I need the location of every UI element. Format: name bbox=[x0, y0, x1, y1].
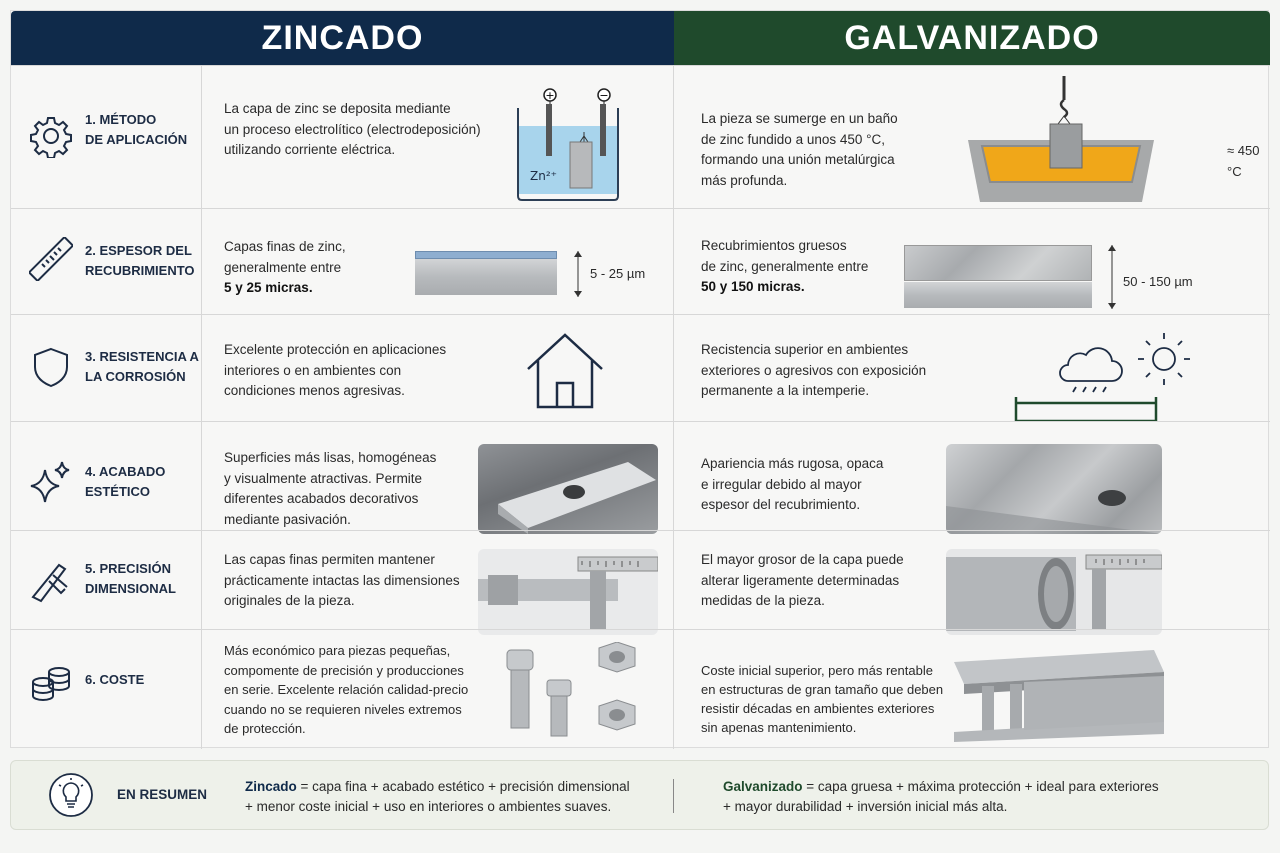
row-espesor: 2. ESPESOR DEL RECUBRIMIENTO Capas finas de zinc, generalmente entre 5 y 25 micras. 5 - 25 µm Recubrimientos gruesos de zinc, generalmente entre 50 y 150 micras. 50 - 150 µm bbox=[11, 208, 1270, 314]
text-line: en serie. Excelente relación calidad-precio bbox=[224, 682, 469, 697]
row-label-6a: 6. COSTE bbox=[85, 672, 145, 687]
text-line: Superficies más lisas, homogéneas bbox=[224, 450, 437, 465]
text-line: La pieza se sumerge en un baño bbox=[701, 111, 898, 126]
sparkle-icon bbox=[29, 460, 73, 504]
text-line: en estructuras de gran tamaño que deben bbox=[701, 682, 944, 697]
zinc-thin-layer bbox=[415, 251, 557, 259]
row-acabado bbox=[11, 421, 1270, 530]
row-corrosion bbox=[11, 314, 1270, 421]
lightbulb-icon bbox=[49, 773, 93, 817]
smooth-zinc-part-photo bbox=[478, 444, 658, 534]
text-line: Más económico para piezas pequeñas, bbox=[224, 643, 451, 658]
galvanizado-header: GALVANIZADO bbox=[674, 11, 1270, 65]
row-metodo bbox=[11, 65, 1270, 208]
text-bold: 5 y 25 micras bbox=[224, 280, 309, 295]
rough-galvanized-part-photo bbox=[946, 444, 1162, 534]
hot-dip-bath-illustration bbox=[964, 76, 1158, 204]
row-label-1b: DE APLICACIÓN bbox=[85, 132, 188, 147]
steel-beams-illustration bbox=[954, 642, 1164, 742]
zincado-header: ZINCADO bbox=[11, 11, 674, 65]
text-line: e irregular debido al mayor bbox=[701, 476, 862, 492]
shield-icon bbox=[29, 345, 73, 389]
summary-divider bbox=[673, 779, 674, 813]
sun-icon bbox=[1138, 333, 1190, 385]
ruler-icon bbox=[29, 237, 73, 281]
row-label-2b: RECUBRIMIENTO bbox=[85, 263, 195, 278]
summary-zincado: Zincado = capa fina + acabado estético + precisión dimensional + menor coste inicial + uso en interiores o ambientes suaves. bbox=[245, 779, 630, 814]
svg-text:−: − bbox=[599, 89, 609, 102]
base-metal-block bbox=[904, 282, 1092, 308]
dimension-arrow bbox=[572, 249, 584, 299]
outdoor-beam-icon bbox=[1016, 397, 1156, 421]
text-line: originales de la pieza. bbox=[224, 593, 355, 608]
text-line: Excelente protección en aplicaciones bbox=[224, 342, 447, 357]
text-line: alterar ligeramente determinadas bbox=[701, 572, 900, 588]
dimension-arrow bbox=[1106, 243, 1118, 311]
text-line: condiciones menos agresivas. bbox=[224, 383, 405, 398]
thin-measure-label: 5 - 25 µm bbox=[590, 266, 646, 281]
gear-icon bbox=[29, 114, 73, 158]
text-line: de zinc, generalmente entre bbox=[701, 258, 869, 274]
text-line: resistir décadas en ambientes exteriores bbox=[701, 701, 935, 716]
row-label-3b: LA CORROSIÓN bbox=[85, 369, 186, 384]
text-line: formando una unión metalúrgica bbox=[701, 152, 895, 167]
text-line: de protección. bbox=[224, 721, 306, 736]
text-line: generalmente entre bbox=[224, 259, 342, 275]
text-line: más profunda. bbox=[701, 172, 788, 188]
text-line: prácticamente intactas las dimensiones bbox=[224, 572, 460, 588]
text-line: diferentes acabados decorativos bbox=[224, 491, 419, 506]
text-line: La capa de zinc se deposita mediante bbox=[224, 101, 451, 116]
text-bold: 50 y 150 micras bbox=[701, 279, 801, 294]
summary-label: EN RESUMEN bbox=[117, 787, 208, 802]
text-line: Recistencia superior en ambientes bbox=[701, 342, 909, 357]
text-line: Capas finas de zinc, bbox=[224, 239, 346, 254]
row-label-5b: DIMENSIONAL bbox=[85, 581, 176, 596]
zinc-thick-layer bbox=[904, 245, 1092, 281]
caliper-on-tube-photo bbox=[946, 549, 1162, 635]
coins-icon bbox=[29, 660, 73, 704]
thick-measure-label: 50 - 150 µm bbox=[1123, 274, 1193, 289]
text-line: cuando no se requieren niveles extremos bbox=[224, 701, 462, 717]
text-line: exteriores o agresivos con exposición bbox=[701, 362, 927, 378]
text-line: de zinc fundido a unos 450 °C, bbox=[701, 131, 886, 147]
row-label-1a: 1. MÉTODO bbox=[85, 112, 157, 127]
zn-ion-label: Zn²⁺ bbox=[530, 169, 557, 183]
comparison-table bbox=[10, 10, 1269, 748]
text-line: Coste inicial superior, pero más rentable bbox=[701, 663, 933, 678]
text-line: Las capas finas permiten mantener bbox=[224, 552, 435, 567]
temperature-label: ≈ 450 °C bbox=[1227, 143, 1260, 179]
text-line: mediante pasivación. bbox=[224, 511, 351, 527]
text-line: Recubrimientos gruesos bbox=[701, 238, 847, 253]
text-line: El mayor grosor de la capa puede bbox=[701, 552, 904, 567]
house-icon bbox=[524, 331, 606, 409]
text-line: medidas de la pieza. bbox=[701, 593, 825, 608]
row-label-5a: 5. PRECISIÓN bbox=[85, 561, 171, 576]
summary-bar bbox=[10, 760, 1269, 830]
text-line: compomente de precisión y producciones bbox=[224, 662, 464, 678]
caliper-icon bbox=[29, 559, 73, 603]
summary-galvanizado: Galvanizado = capa gruesa + máxima protección + ideal para exteriores + mayor durabilidad + inversión inicial más alta. bbox=[723, 779, 1159, 814]
text-line: permanente a la intemperie. bbox=[701, 383, 870, 398]
rain-cloud-icon bbox=[1060, 348, 1122, 392]
row-label-3a: 3. RESISTENCIA A bbox=[85, 349, 199, 364]
row-label-4a: 4. ACABADO bbox=[85, 464, 166, 479]
row-label-2a: 2. ESPESOR DEL bbox=[85, 243, 192, 258]
bolts-nuts-illustration bbox=[487, 642, 667, 742]
text-line: Apariencia más rugosa, opaca bbox=[701, 456, 884, 471]
row-precision bbox=[11, 530, 1270, 629]
text-line: interiores o en ambientes con bbox=[224, 362, 402, 378]
text-line: y visualmente atractivas. Permite bbox=[224, 470, 423, 486]
svg-text:+: + bbox=[545, 89, 555, 102]
base-metal-block bbox=[415, 259, 557, 295]
text-line: utilizando corriente eléctrica. bbox=[224, 142, 396, 157]
text-line: sin apenas mantenimiento. bbox=[701, 720, 857, 735]
caliper-on-bolt-photo bbox=[478, 549, 658, 635]
text-line: espesor del recubrimiento. bbox=[701, 497, 861, 512]
text-line: un proceso electrolítico (electrodeposición) bbox=[224, 121, 481, 137]
row-label-4b: ESTÉTICO bbox=[85, 484, 151, 499]
outdoor-weather-illustration bbox=[1006, 325, 1196, 421]
electroplating-bath-illustration bbox=[512, 80, 624, 202]
row-coste bbox=[11, 629, 1270, 749]
